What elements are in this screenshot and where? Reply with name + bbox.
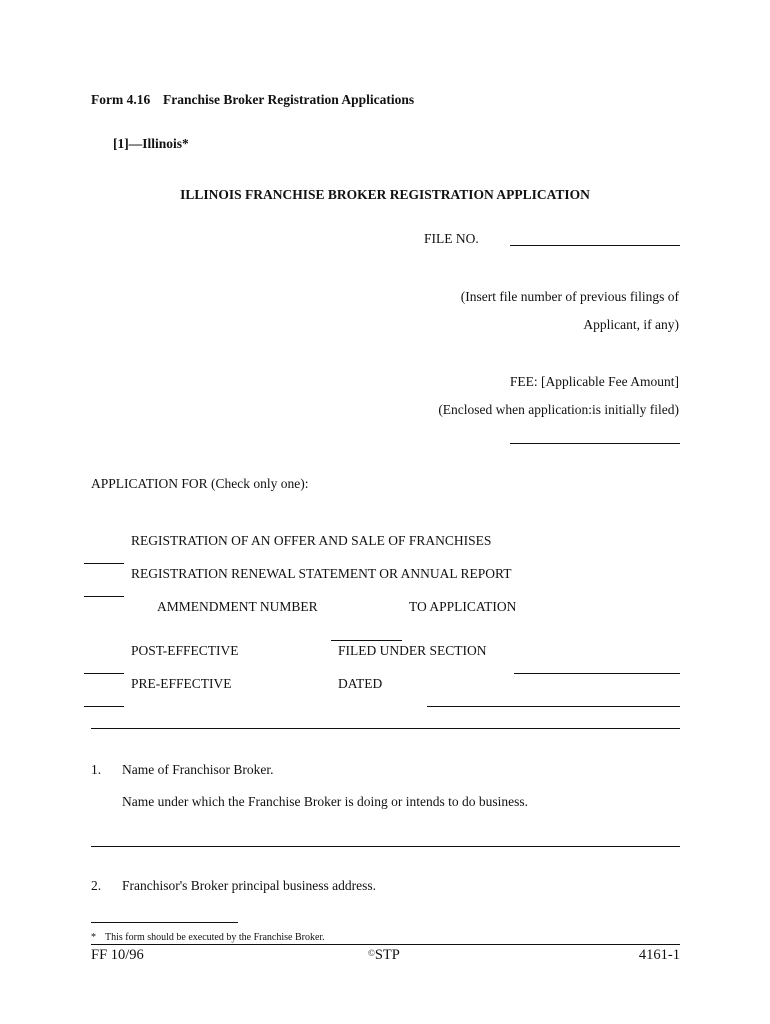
section-divider [91,728,680,729]
footnote-marker: * [91,932,96,943]
footer-left: FF 10/96 [91,947,144,963]
amendment-number-blank[interactable] [331,640,402,641]
item-2-number: 2. [91,878,102,893]
footer-center-text: STP [374,947,400,963]
file-no-note-line1: (Insert file number of previous filings of [460,289,679,304]
checkbox-blank-pre-effective[interactable] [84,706,124,707]
checkbox-blank-renewal[interactable] [84,596,124,597]
form-title: Franchise Broker Registration Applications [163,92,415,107]
file-no-blank[interactable] [510,245,680,246]
item-1-number: 1. [91,762,102,777]
option-pre-effective: PRE-EFFECTIVE [131,676,232,691]
option-post-effective: POST-EFFECTIVE [131,643,239,658]
option-filed-under-section: FILED UNDER SECTION [338,643,487,658]
fee-label: FEE: [Applicable Fee Amount] [509,374,679,389]
fee-note: (Enclosed when application:is initially filed) [438,402,679,417]
option-to-application: TO APPLICATION [409,599,517,614]
option-amendment-number: AMMENDMENT NUMBER [157,599,318,614]
application-for-label: APPLICATION FOR (Check only one): [91,476,309,491]
footnote-text: This form should be executed by the Franchise Broker. [105,932,325,943]
item-1-answer-line[interactable] [91,846,680,847]
item-1-sub-label: Name under which the Franchise Broker is doing or intends to do business. [122,794,529,809]
application-title: ILLINOIS FRANCHISE BROKER REGISTRATION APPLICATION [180,187,590,202]
option-renewal: REGISTRATION RENEWAL STATEMENT OR ANNUAL REPORT [131,566,512,581]
file-no-note-line2: Applicant, if any) [583,317,679,332]
footnote-separator [91,922,238,923]
item-2-label: Franchisor's Broker principal business address. [122,878,377,893]
file-no-label: FILE NO. [424,231,479,246]
checkbox-blank-registration-offer[interactable] [84,563,124,564]
option-registration-offer: REGISTRATION OF AN OFFER AND SALE OF FRANCHISES [131,533,492,548]
item-1-label: Name of Franchisor Broker. [122,762,274,777]
footer-rule [91,944,680,945]
copyright-symbol: © [368,948,375,958]
section-blank[interactable] [514,673,680,674]
checkbox-blank-post-effective[interactable] [84,673,124,674]
footer-right: 4161-1 [638,947,680,963]
form-number: Form 4.16 [91,92,151,107]
dated-blank[interactable] [427,706,680,707]
state-label: [1]—Illinois* [113,136,189,151]
footer-center [368,946,400,964]
option-dated: DATED [338,676,383,691]
fee-blank[interactable] [510,443,680,444]
